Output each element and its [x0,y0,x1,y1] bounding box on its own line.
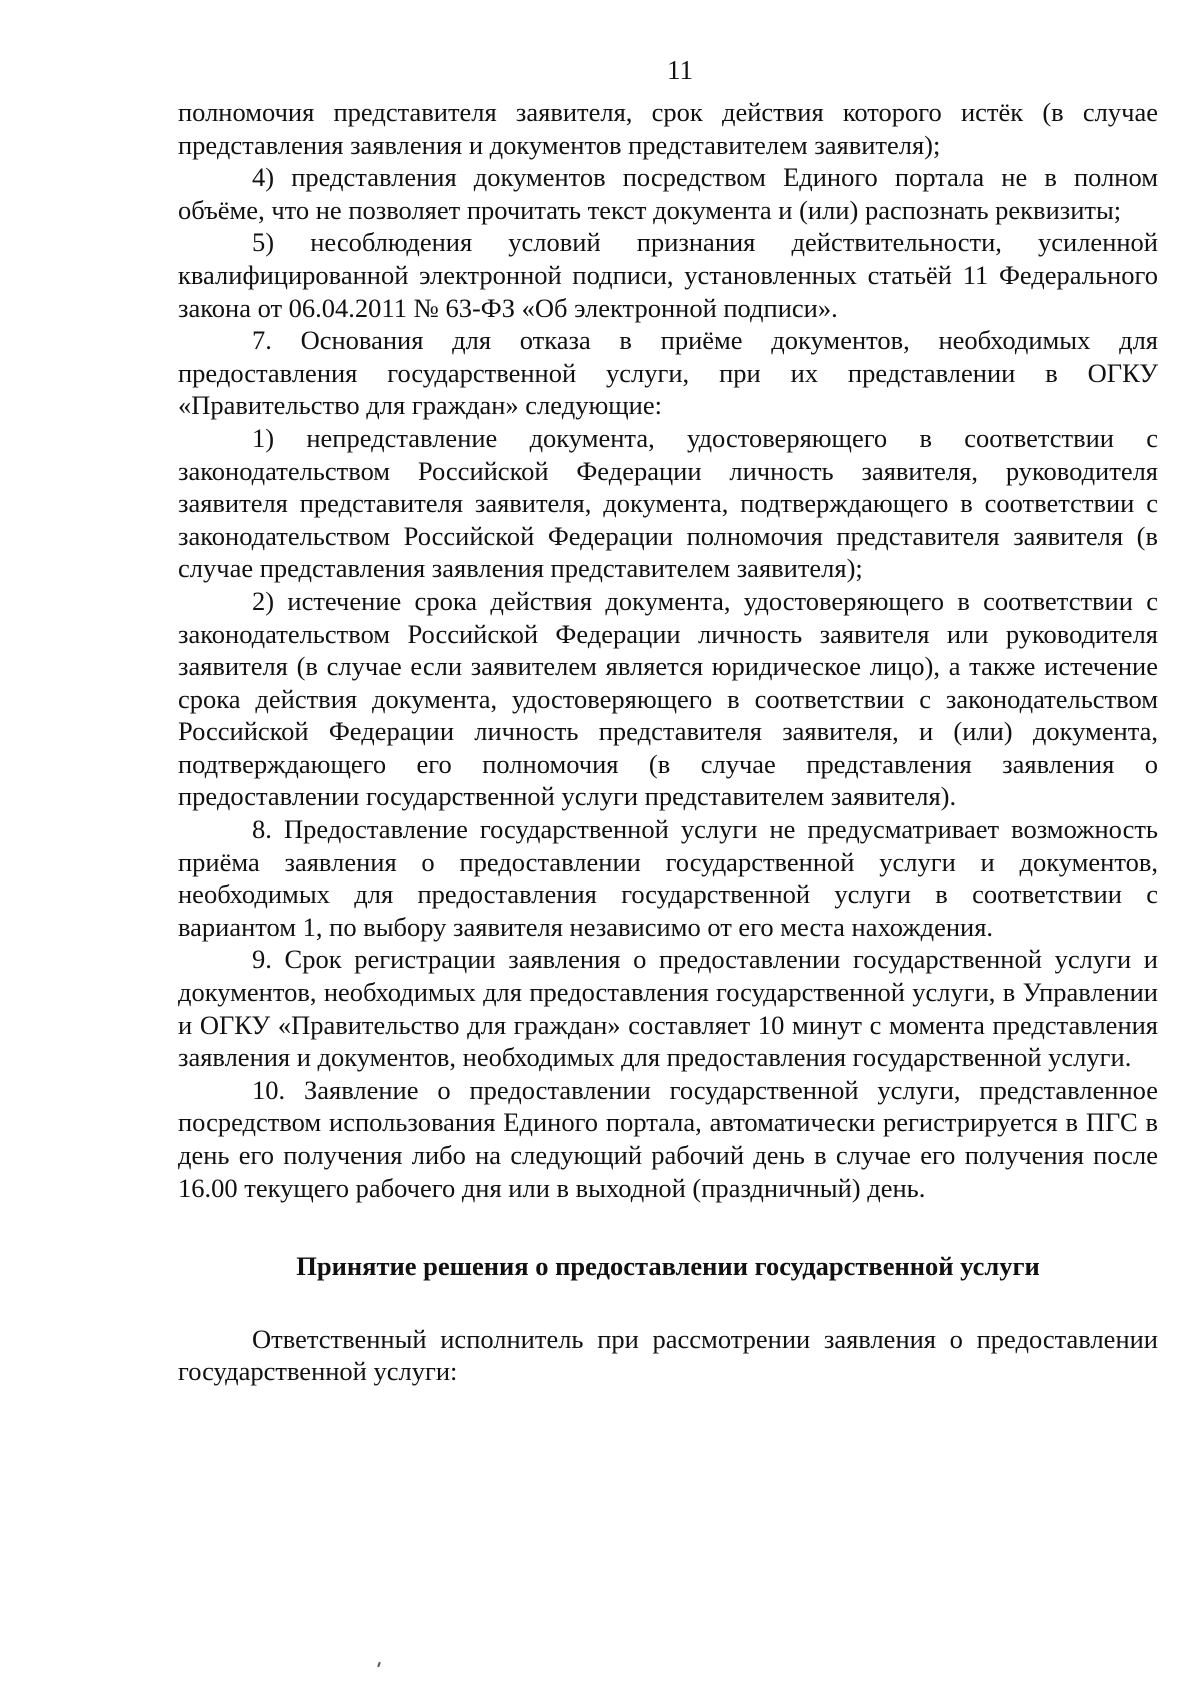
paragraph-closing: Ответственный исполнитель при рассмотрении заявления о предоставлении государственной услуги: [178,1323,1158,1387]
paragraph-item-4: 4) представления документов посредством Единого портала не в полном объёме, что не позволяет прочитать текст документа и (или) распознать реквизиты; [178,162,1158,225]
paragraph-clause-9: 9. Срок регистрации заявления о предоставлении государственной услуги и документов, необходимых для предоставления государственной услуги, в Управлении и ОГКУ «Правительство для граждан» составляет 10 минут с момента представления заявления и документов, необходимых для предоставления государственной услуги. [178,944,1158,1073]
section-heading: Принятие решения о предоставлении государственной услуги [296,1251,1040,1282]
paragraph-continuation: полномочия представителя заявителя, срок действия которого истёк (в случае представления заявления и документов представителем заявителя); [178,97,1158,160]
paragraph-item-5: 5) несоблюдения условий признания действительности, усиленной квалифицированной электронной подписи, установленных статьёй 11 Федерального закона от 06.04.2011 № 63-ФЗ «Об электронной подписи». [178,227,1158,323]
paragraph-clause-8: 8. Предоставление государственной услуги не предусматривает возможность приёма заявления о предоставлении государственной услуги и документов, необходимых для предоставления государственной услуги в соответствии с вариантом 1, по выбору заявителя независимо от его места нахождения. [178,814,1158,942]
scan-speck [377,1662,381,1667]
page-number: 11 [667,55,693,85]
paragraph-clause-10: 10. Заявление о предоставлении государственной услуги, представленное посредством использования Единого портала, автоматически регистрируется в ПГС в день его получения либо на следующий рабочий день в случае его получения после 16.00 текущего рабочего дня или в выходной (праздничный) день. [178,1074,1158,1203]
document-body [178,96,1158,1388]
paragraph-clause-7: 7. Основания для отказа в приёме документов, необходимых для предоставления государственной услуги, при их представлении в ОГКУ «Правительство для граждан» следующие: [178,325,1158,421]
paragraph-clause-7-item-2: 2) истечение срока действия документа, удостоверяющего в соответствии с законодательством Российской Федерации личность заявителя или руководителя заявителя (в случае если заявителем является юридическое лицо), а также истечение срока действия документа, удостоверяющего в соответствии с законодательством Российской Федерации личность представителя заявителя, и (или) документа, подтверждающего его полномочия (в случае представления заявления о предоставлении государственной услуги представителем заявителя). [178,585,1158,812]
paragraph-clause-7-item-1: 1) непредставление документа, удостоверяющего в соответствии с законодательством Российской Федерации личность заявителя, руководителя заявителя представителя заявителя, документа, подтверждающего в соответствии с законодательством Российской Федерации полномочия представителя заявителя (в случае представления заявления представителем заявителя); [178,422,1158,584]
